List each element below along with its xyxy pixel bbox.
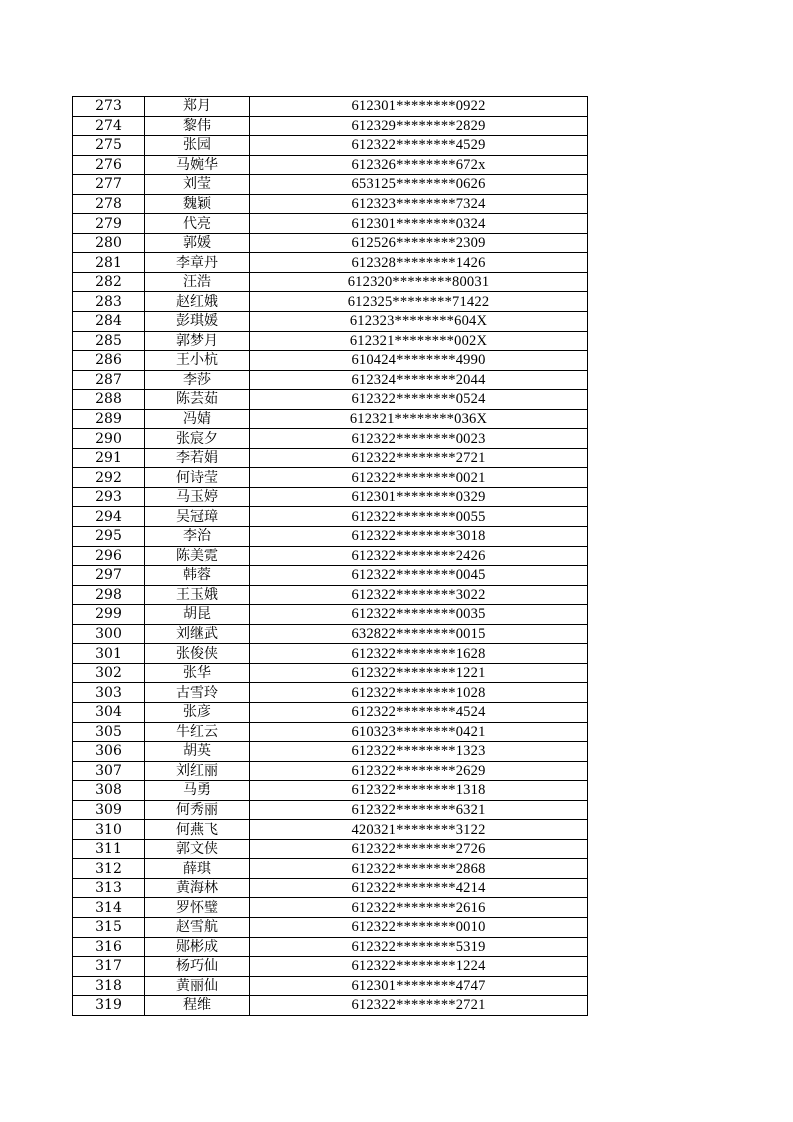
name-cell: 张园 <box>145 136 250 156</box>
row-number-cell: 277 <box>73 175 145 195</box>
id-number-cell: 612322********2616 <box>250 898 588 918</box>
id-number-cell: 612328********1426 <box>250 253 588 273</box>
id-number-cell: 612322********2726 <box>250 839 588 859</box>
table-row <box>73 97 588 117</box>
id-number-cell: 612301********0329 <box>250 487 588 507</box>
row-number-cell: 308 <box>73 781 145 801</box>
row-number-cell: 312 <box>73 859 145 879</box>
id-number-cell: 420321********3122 <box>250 820 588 840</box>
id-number-cell: 612301********0324 <box>250 214 588 234</box>
name-cell: 冯婧 <box>145 409 250 429</box>
id-number-cell: 612323********604X <box>250 312 588 332</box>
name-cell: 陈美霓 <box>145 546 250 566</box>
roster-table <box>72 96 588 1016</box>
row-number-cell: 297 <box>73 566 145 586</box>
id-number-cell: 632822********0015 <box>250 624 588 644</box>
id-number-cell: 612321********036X <box>250 409 588 429</box>
table-row <box>73 487 588 507</box>
row-number-cell: 279 <box>73 214 145 234</box>
name-cell: 郭文侠 <box>145 839 250 859</box>
id-number-cell: 612322********0021 <box>250 468 588 488</box>
name-cell: 吴冠璋 <box>145 507 250 527</box>
table-row <box>73 820 588 840</box>
row-number-cell: 291 <box>73 448 145 468</box>
id-number-cell: 612321********002X <box>250 331 588 351</box>
row-number-cell: 305 <box>73 722 145 742</box>
name-cell: 刘莹 <box>145 175 250 195</box>
id-number-cell: 612526********2309 <box>250 233 588 253</box>
row-number-cell: 313 <box>73 878 145 898</box>
table-row <box>73 233 588 253</box>
table-row <box>73 116 588 136</box>
table-row <box>73 468 588 488</box>
table-row <box>73 409 588 429</box>
id-number-cell: 612320********80031 <box>250 272 588 292</box>
table-row <box>73 136 588 156</box>
name-cell: 马玉婷 <box>145 487 250 507</box>
name-cell: 彭琪媛 <box>145 312 250 332</box>
row-number-cell: 315 <box>73 917 145 937</box>
name-cell: 程维 <box>145 996 250 1016</box>
id-number-cell: 612329********2829 <box>250 116 588 136</box>
row-number-cell: 314 <box>73 898 145 918</box>
name-cell: 牛红云 <box>145 722 250 742</box>
table-row <box>73 194 588 214</box>
table-row <box>73 702 588 722</box>
id-number-cell: 612324********2044 <box>250 370 588 390</box>
name-cell: 胡昆 <box>145 605 250 625</box>
id-number-cell: 612322********0023 <box>250 429 588 449</box>
id-number-cell: 612322********1323 <box>250 742 588 762</box>
table-row <box>73 585 588 605</box>
id-number-cell: 612326********672x <box>250 155 588 175</box>
name-cell: 张彦 <box>145 702 250 722</box>
table-row <box>73 175 588 195</box>
name-cell: 黄海林 <box>145 878 250 898</box>
row-number-cell: 294 <box>73 507 145 527</box>
table-row <box>73 370 588 390</box>
table-row <box>73 331 588 351</box>
id-number-cell: 612322********2426 <box>250 546 588 566</box>
table-row <box>73 566 588 586</box>
table-row <box>73 781 588 801</box>
roster-table-body <box>73 97 588 1016</box>
name-cell: 赵雪航 <box>145 917 250 937</box>
id-number-cell: 612322********2868 <box>250 859 588 879</box>
row-number-cell: 298 <box>73 585 145 605</box>
name-cell: 黎伟 <box>145 116 250 136</box>
row-number-cell: 273 <box>73 97 145 117</box>
table-row <box>73 312 588 332</box>
name-cell: 李若娟 <box>145 448 250 468</box>
row-number-cell: 303 <box>73 683 145 703</box>
row-number-cell: 299 <box>73 605 145 625</box>
name-cell: 郧彬成 <box>145 937 250 957</box>
id-number-cell: 612322********1224 <box>250 957 588 977</box>
row-number-cell: 310 <box>73 820 145 840</box>
table-row <box>73 917 588 937</box>
id-number-cell: 612325********71422 <box>250 292 588 312</box>
name-cell: 汪浩 <box>145 272 250 292</box>
name-cell: 郭梦月 <box>145 331 250 351</box>
id-number-cell: 612323********7324 <box>250 194 588 214</box>
name-cell: 刘红丽 <box>145 761 250 781</box>
name-cell: 何诗莹 <box>145 468 250 488</box>
name-cell: 魏颖 <box>145 194 250 214</box>
id-number-cell: 612322********0010 <box>250 917 588 937</box>
row-number-cell: 280 <box>73 233 145 253</box>
id-number-cell: 610323********0421 <box>250 722 588 742</box>
table-row <box>73 800 588 820</box>
table-row <box>73 292 588 312</box>
id-number-cell: 612322********6321 <box>250 800 588 820</box>
table-row <box>73 214 588 234</box>
id-number-cell: 612301********0922 <box>250 97 588 117</box>
table-row <box>73 351 588 371</box>
row-number-cell: 278 <box>73 194 145 214</box>
name-cell: 黄丽仙 <box>145 976 250 996</box>
id-number-cell: 612322********0524 <box>250 390 588 410</box>
name-cell: 刘继武 <box>145 624 250 644</box>
row-number-cell: 318 <box>73 976 145 996</box>
row-number-cell: 275 <box>73 136 145 156</box>
id-number-cell: 612322********1028 <box>250 683 588 703</box>
id-number-cell: 612322********4529 <box>250 136 588 156</box>
id-number-cell: 612322********3022 <box>250 585 588 605</box>
name-cell: 马婉华 <box>145 155 250 175</box>
name-cell: 张俊侠 <box>145 644 250 664</box>
table-row <box>73 429 588 449</box>
name-cell: 罗怀璧 <box>145 898 250 918</box>
id-number-cell: 612322********1221 <box>250 663 588 683</box>
row-number-cell: 316 <box>73 937 145 957</box>
name-cell: 李莎 <box>145 370 250 390</box>
table-row <box>73 976 588 996</box>
table-row <box>73 546 588 566</box>
id-number-cell: 612322********2629 <box>250 761 588 781</box>
table-row <box>73 663 588 683</box>
table-row <box>73 527 588 547</box>
row-number-cell: 307 <box>73 761 145 781</box>
row-number-cell: 293 <box>73 487 145 507</box>
row-number-cell: 311 <box>73 839 145 859</box>
name-cell: 薛琪 <box>145 859 250 879</box>
table-row <box>73 644 588 664</box>
id-number-cell: 612322********3018 <box>250 527 588 547</box>
row-number-cell: 304 <box>73 702 145 722</box>
name-cell: 张华 <box>145 663 250 683</box>
name-cell: 韩蓉 <box>145 566 250 586</box>
name-cell: 古雪玲 <box>145 683 250 703</box>
table-row <box>73 898 588 918</box>
id-number-cell: 612322********4524 <box>250 702 588 722</box>
id-number-cell: 612322********0035 <box>250 605 588 625</box>
name-cell: 郑月 <box>145 97 250 117</box>
row-number-cell: 282 <box>73 272 145 292</box>
table-row <box>73 272 588 292</box>
table-row <box>73 761 588 781</box>
table-row <box>73 155 588 175</box>
id-number-cell: 612322********2721 <box>250 996 588 1016</box>
table-row <box>73 507 588 527</box>
id-number-cell: 612322********2721 <box>250 448 588 468</box>
name-cell: 何燕飞 <box>145 820 250 840</box>
id-number-cell: 610424********4990 <box>250 351 588 371</box>
id-number-cell: 612322********1318 <box>250 781 588 801</box>
name-cell: 郭媛 <box>145 233 250 253</box>
name-cell: 代亮 <box>145 214 250 234</box>
row-number-cell: 295 <box>73 527 145 547</box>
name-cell: 何秀丽 <box>145 800 250 820</box>
name-cell: 赵红娥 <box>145 292 250 312</box>
table-row <box>73 957 588 977</box>
row-number-cell: 317 <box>73 957 145 977</box>
row-number-cell: 285 <box>73 331 145 351</box>
name-cell: 王玉娥 <box>145 585 250 605</box>
name-cell: 李章丹 <box>145 253 250 273</box>
name-cell: 陈芸茹 <box>145 390 250 410</box>
id-number-cell: 612322********5319 <box>250 937 588 957</box>
row-number-cell: 306 <box>73 742 145 762</box>
row-number-cell: 281 <box>73 253 145 273</box>
row-number-cell: 288 <box>73 390 145 410</box>
name-cell: 胡英 <box>145 742 250 762</box>
row-number-cell: 301 <box>73 644 145 664</box>
table-row <box>73 683 588 703</box>
table-row <box>73 878 588 898</box>
table-row <box>73 624 588 644</box>
id-number-cell: 612322********0055 <box>250 507 588 527</box>
table-row <box>73 937 588 957</box>
table-row <box>73 839 588 859</box>
spreadsheet-page <box>72 96 586 1016</box>
table-row <box>73 722 588 742</box>
row-number-cell: 286 <box>73 351 145 371</box>
row-number-cell: 289 <box>73 409 145 429</box>
table-row <box>73 253 588 273</box>
table-row <box>73 448 588 468</box>
name-cell: 李治 <box>145 527 250 547</box>
row-number-cell: 292 <box>73 468 145 488</box>
row-number-cell: 296 <box>73 546 145 566</box>
name-cell: 张宸夕 <box>145 429 250 449</box>
row-number-cell: 309 <box>73 800 145 820</box>
id-number-cell: 612322********0045 <box>250 566 588 586</box>
row-number-cell: 274 <box>73 116 145 136</box>
row-number-cell: 287 <box>73 370 145 390</box>
table-row <box>73 605 588 625</box>
row-number-cell: 276 <box>73 155 145 175</box>
name-cell: 杨巧仙 <box>145 957 250 977</box>
row-number-cell: 302 <box>73 663 145 683</box>
name-cell: 王小杭 <box>145 351 250 371</box>
table-row <box>73 390 588 410</box>
row-number-cell: 284 <box>73 312 145 332</box>
id-number-cell: 612301********4747 <box>250 976 588 996</box>
row-number-cell: 319 <box>73 996 145 1016</box>
name-cell: 马勇 <box>145 781 250 801</box>
row-number-cell: 283 <box>73 292 145 312</box>
id-number-cell: 653125********0626 <box>250 175 588 195</box>
id-number-cell: 612322********4214 <box>250 878 588 898</box>
table-row <box>73 742 588 762</box>
table-row <box>73 996 588 1016</box>
row-number-cell: 290 <box>73 429 145 449</box>
id-number-cell: 612322********1628 <box>250 644 588 664</box>
row-number-cell: 300 <box>73 624 145 644</box>
table-row <box>73 859 588 879</box>
